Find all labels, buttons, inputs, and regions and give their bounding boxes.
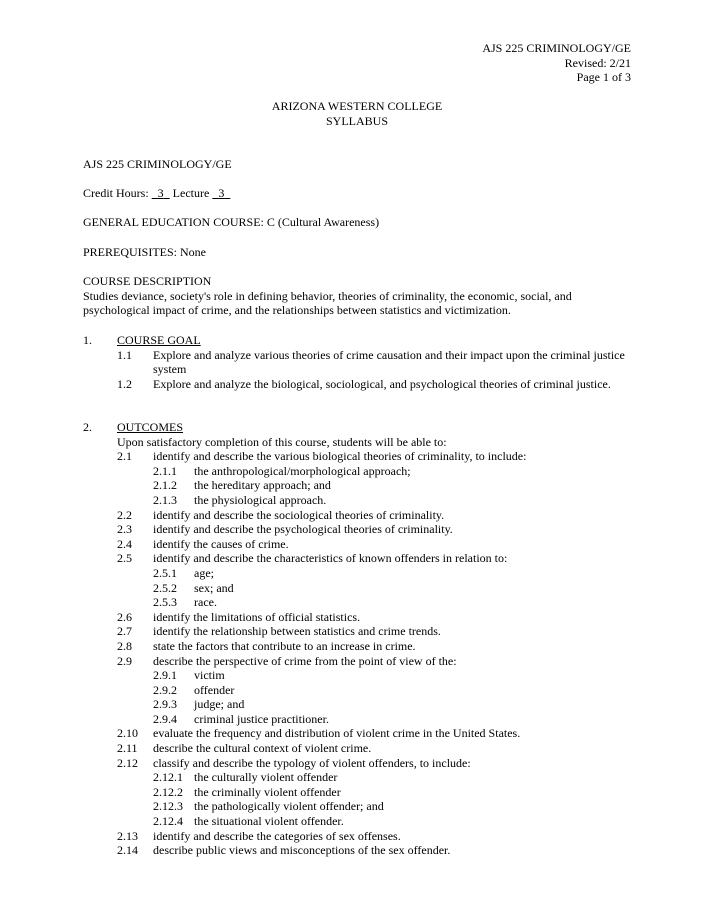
outcome-item: [83, 741, 643, 756]
outcome-item: [83, 639, 643, 654]
course-line: AJS 225 CRIMINOLOGY/GE: [83, 157, 232, 171]
outcome-number: 2.13: [117, 828, 138, 843]
outcome-subtext: the culturally violent offender: [194, 770, 338, 785]
outcome-number: 2.2: [117, 507, 132, 522]
outcome-subtext: the anthropological/morphological approach;: [194, 463, 411, 478]
outcome-text: identify and describe the categories of sex offenses.: [153, 828, 401, 843]
outcome-number: 2.10: [117, 726, 138, 741]
prerequisites-line: PREREQUISITES: None: [83, 245, 206, 259]
outcome-subitem: [83, 478, 643, 493]
outcomes-section: [83, 420, 643, 858]
outcome-item: [83, 829, 643, 844]
outcome-subitem: [83, 683, 643, 698]
outcome-subnumber: 2.1.3: [153, 492, 177, 507]
outcome-subitem: [83, 697, 643, 712]
credit-hours-line: [83, 186, 643, 201]
course-description: [83, 274, 643, 318]
outcome-subnumber: 2.12.4: [153, 814, 183, 829]
lecture-value: 3: [218, 186, 225, 200]
outcome-subnumber: 2.1.2: [153, 478, 177, 493]
outcome-subnumber: 2.12.1: [153, 770, 183, 785]
outcome-subnumber: 2.9.2: [153, 682, 177, 697]
outcome-number: 2.9: [117, 653, 132, 668]
outcomes-list: [83, 449, 643, 858]
outcome-text: evaluate the frequency and distribution of violent crime in the United States.: [153, 726, 521, 741]
credit-hours-label: Credit Hours:: [83, 186, 149, 200]
outcome-subtext: the physiological approach.: [194, 492, 327, 507]
course-goal-section: [83, 333, 643, 406]
outcome-item: [83, 508, 643, 523]
outcome-text: identify the limitations of official statistics.: [153, 609, 361, 624]
page-header: [482, 41, 631, 85]
outcome-subitem: [83, 814, 643, 829]
outcome-subtext: the hereditary approach; and: [194, 478, 331, 493]
outcome-subtext: the criminally violent offender: [194, 784, 341, 799]
outcome-text: describe public views and misconceptions of the sex offender.: [153, 843, 451, 858]
header-page-number: Page 1 of 3: [576, 70, 631, 85]
outcome-subitem: [83, 785, 643, 800]
outcome-subitem: [83, 566, 643, 581]
lecture-label: Lecture: [172, 186, 210, 200]
goal-item-number: 1.2: [117, 376, 132, 391]
outcome-number: 2.11: [117, 741, 138, 756]
goal-item-text: Explore and analyze the biological, sociological, and psychological theories of criminal justice.: [153, 376, 611, 391]
college-name: ARIZONA WESTERN COLLEGE: [271, 99, 443, 113]
outcome-subtext: offender: [194, 682, 235, 697]
outcome-subnumber: 2.5.2: [153, 580, 177, 595]
outcome-subnumber: 2.9.4: [153, 711, 177, 726]
outcome-item: [83, 551, 643, 566]
outcome-number: 2.1: [117, 449, 132, 464]
outcome-item: [83, 624, 643, 639]
outcome-subitem: [83, 581, 643, 596]
outcome-subtext: race.: [194, 595, 217, 610]
outcome-item: [83, 756, 643, 771]
outcome-item: [83, 449, 643, 464]
course-description-text-1: Studies deviance, society's role in defining behavior, theories of criminality, the economic, social, and: [83, 288, 572, 303]
header-revised: Revised: 2/21: [564, 55, 631, 70]
outcome-number: 2.5: [117, 551, 132, 566]
outcome-item: [83, 843, 643, 858]
outcome-subitem: [83, 595, 643, 610]
outcome-subnumber: 2.1.1: [153, 463, 177, 478]
goal-item-number: 1.1: [117, 347, 132, 362]
outcome-number: 2.14: [117, 843, 138, 858]
outcome-number: 2.3: [117, 522, 132, 537]
outcome-item: [83, 537, 643, 552]
outcome-text: identify the causes of crime.: [153, 536, 289, 551]
document-title: [0, 99, 714, 128]
document-type: SYLLABUS: [325, 113, 388, 128]
outcome-text: describe the cultural context of violent crime.: [153, 741, 372, 756]
outcome-text: state the factors that contribute to an increase in crime.: [153, 638, 416, 653]
outcome-subitem: [83, 799, 643, 814]
outcome-text: identify and describe the various biological theories of criminality, to include:: [153, 449, 527, 464]
outcome-number: 2.4: [117, 536, 132, 551]
outcome-subnumber: 2.12.3: [153, 799, 183, 814]
header-course-code: AJS 225 CRIMINOLOGY/GE: [482, 41, 631, 55]
outcome-subtext: the situational violent offender.: [194, 814, 344, 829]
outcome-subtext: victim: [194, 668, 225, 683]
outcome-subitem: [83, 464, 643, 479]
outcome-number: 2.6: [117, 609, 132, 624]
outcome-subnumber: 2.5.3: [153, 595, 177, 610]
outcome-number: 2.8: [117, 638, 132, 653]
credit-hours-value: 3: [157, 186, 164, 200]
course-goal-number: 1.: [83, 333, 92, 347]
outcome-subitem: [83, 493, 643, 508]
outcome-number: 2.7: [117, 624, 132, 639]
outcome-subitem: [83, 712, 643, 727]
outcome-item: [83, 522, 643, 537]
outcome-subtext: the pathologically violent offender; and: [194, 799, 384, 814]
course-description-text-2: psychological impact of crime, and the relationships between statistics and victimization.: [83, 303, 511, 318]
outcome-item: [83, 654, 643, 669]
outcomes-intro: Upon satisfactory completion of this course, students will be able to:: [117, 434, 447, 449]
outcome-subnumber: 2.9.1: [153, 668, 177, 683]
outcome-subtext: sex; and: [194, 580, 234, 595]
outcome-subtext: judge; and: [194, 697, 245, 712]
outcome-text: describe the perspective of crime from the point of view of the:: [153, 653, 457, 668]
outcome-subtext: criminal justice practitioner.: [194, 711, 329, 726]
outcome-text: identify and describe the characteristics of known offenders in relation to:: [153, 551, 508, 566]
outcome-text: identify the relationship between statistics and crime trends.: [153, 624, 441, 639]
general-education-line: GENERAL EDUCATION COURSE: C (Cultural Awareness): [83, 215, 380, 229]
outcome-item: [83, 610, 643, 625]
outcomes-number: 2.: [83, 420, 92, 434]
outcome-text: identify and describe the psychological theories of criminality.: [153, 522, 453, 537]
outcome-subnumber: 2.9.3: [153, 697, 177, 712]
outcome-subtext: age;: [194, 565, 214, 580]
outcomes-heading: OUTCOMES: [117, 420, 184, 434]
course-goal-heading: COURSE GOAL: [117, 333, 201, 347]
outcome-subitem: [83, 770, 643, 785]
outcome-subitem: [83, 668, 643, 683]
goal-item-text: Explore and analyze various theories of crime causation and their impact upon the criminal justice system: [153, 347, 625, 377]
course-description-heading: COURSE DESCRIPTION: [83, 274, 212, 288]
outcome-item: [83, 726, 643, 741]
outcome-text: identify and describe the sociological theories of criminality.: [153, 507, 445, 522]
outcome-subnumber: 2.5.1: [153, 565, 177, 580]
outcome-number: 2.12: [117, 755, 138, 770]
outcome-subnumber: 2.12.2: [153, 784, 183, 799]
outcome-text: classify and describe the typology of violent offenders, to include:: [153, 755, 471, 770]
